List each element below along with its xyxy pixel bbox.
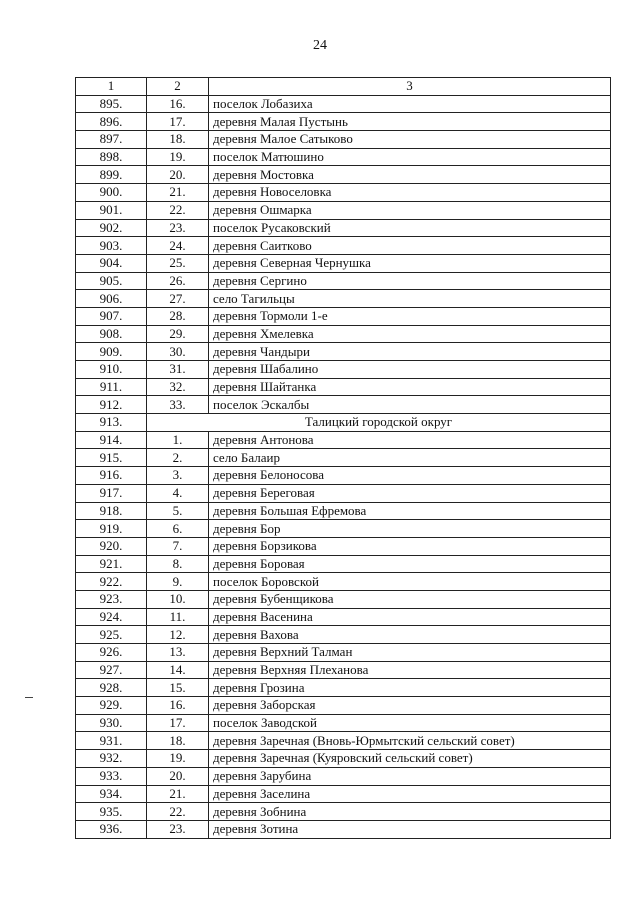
local-number-cell: 21. bbox=[147, 184, 209, 202]
table-row bbox=[76, 219, 611, 237]
local-number-cell: 1. bbox=[147, 431, 209, 449]
row-number-cell: 916. bbox=[76, 467, 147, 485]
settlement-name-cell: деревня Сергино bbox=[209, 272, 611, 290]
row-number-cell: 906. bbox=[76, 290, 147, 308]
settlement-name-cell: деревня Мостовка bbox=[209, 166, 611, 184]
table-row bbox=[76, 166, 611, 184]
row-number-cell: 904. bbox=[76, 254, 147, 272]
settlement-name-cell: деревня Бубенщикова bbox=[209, 590, 611, 608]
local-number-cell: 32. bbox=[147, 378, 209, 396]
local-number-cell: 18. bbox=[147, 131, 209, 149]
local-number-cell: 8. bbox=[147, 555, 209, 573]
row-number-cell: 900. bbox=[76, 184, 147, 202]
stray-mark bbox=[25, 697, 33, 698]
row-number-cell: 913. bbox=[76, 414, 147, 432]
local-number-cell: 28. bbox=[147, 307, 209, 325]
table-row bbox=[76, 343, 611, 361]
row-number-cell: 919. bbox=[76, 520, 147, 538]
settlement-name-cell: деревня Саитково bbox=[209, 237, 611, 255]
local-number-cell: 9. bbox=[147, 573, 209, 591]
local-number-cell: 27. bbox=[147, 290, 209, 308]
table-header-row bbox=[76, 78, 611, 96]
local-number-cell: 10. bbox=[147, 590, 209, 608]
row-number-cell: 912. bbox=[76, 396, 147, 414]
local-number-cell: 11. bbox=[147, 608, 209, 626]
settlement-name-cell: поселок Эскалбы bbox=[209, 396, 611, 414]
settlement-name-cell: деревня Грозина bbox=[209, 679, 611, 697]
row-number-cell: 896. bbox=[76, 113, 147, 131]
row-number-cell: 927. bbox=[76, 661, 147, 679]
table-row bbox=[76, 644, 611, 662]
table-row bbox=[76, 254, 611, 272]
table-row bbox=[76, 608, 611, 626]
row-number-cell: 926. bbox=[76, 644, 147, 662]
row-number-cell: 917. bbox=[76, 484, 147, 502]
table-row bbox=[76, 378, 611, 396]
row-number-cell: 925. bbox=[76, 626, 147, 644]
row-number-cell: 907. bbox=[76, 307, 147, 325]
settlement-name-cell: деревня Северная Чернушка bbox=[209, 254, 611, 272]
settlement-name-cell: деревня Белоносова bbox=[209, 467, 611, 485]
table-row bbox=[76, 113, 611, 131]
settlement-name-cell: деревня Шайтанка bbox=[209, 378, 611, 396]
table-row bbox=[76, 95, 611, 113]
local-number-cell: 17. bbox=[147, 113, 209, 131]
table-row bbox=[76, 484, 611, 502]
table-row bbox=[76, 502, 611, 520]
table-row bbox=[76, 431, 611, 449]
local-number-cell: 18. bbox=[147, 732, 209, 750]
row-number-cell: 931. bbox=[76, 732, 147, 750]
row-number-cell: 914. bbox=[76, 431, 147, 449]
settlement-name-cell: деревня Верхний Талман bbox=[209, 644, 611, 662]
settlement-name-cell: деревня Зотина bbox=[209, 820, 611, 838]
settlement-name-cell: деревня Заречная (Куяровский сельский совет) bbox=[209, 750, 611, 768]
table-row bbox=[76, 590, 611, 608]
settlement-name-cell: деревня Борзикова bbox=[209, 537, 611, 555]
local-number-cell: 22. bbox=[147, 803, 209, 821]
section-heading-cell: Талицкий городской округ bbox=[147, 414, 611, 432]
table-row bbox=[76, 290, 611, 308]
row-number-cell: 924. bbox=[76, 608, 147, 626]
table-row bbox=[76, 307, 611, 325]
local-number-cell: 17. bbox=[147, 714, 209, 732]
local-number-cell: 15. bbox=[147, 679, 209, 697]
settlement-name-cell: деревня Верхняя Плеханова bbox=[209, 661, 611, 679]
row-number-cell: 915. bbox=[76, 449, 147, 467]
settlement-name-cell: поселок Боровской bbox=[209, 573, 611, 591]
table-body bbox=[76, 78, 611, 839]
settlement-name-cell: поселок Заводской bbox=[209, 714, 611, 732]
settlement-name-cell: поселок Матюшино bbox=[209, 148, 611, 166]
settlement-name-cell: деревня Антонова bbox=[209, 431, 611, 449]
row-number-cell: 933. bbox=[76, 767, 147, 785]
table-row bbox=[76, 396, 611, 414]
row-number-cell: 918. bbox=[76, 502, 147, 520]
table-row bbox=[76, 803, 611, 821]
column-header-3: 3 bbox=[209, 78, 611, 96]
row-number-cell: 909. bbox=[76, 343, 147, 361]
settlement-name-cell: деревня Большая Ефремова bbox=[209, 502, 611, 520]
table-row bbox=[76, 750, 611, 768]
settlement-name-cell: деревня Заречная (Вновь-Юрмытский сельский совет) bbox=[209, 732, 611, 750]
local-number-cell: 25. bbox=[147, 254, 209, 272]
local-number-cell: 29. bbox=[147, 325, 209, 343]
local-number-cell: 23. bbox=[147, 219, 209, 237]
table-row bbox=[76, 467, 611, 485]
table-row bbox=[76, 679, 611, 697]
row-number-cell: 930. bbox=[76, 714, 147, 732]
local-number-cell: 30. bbox=[147, 343, 209, 361]
row-number-cell: 928. bbox=[76, 679, 147, 697]
local-number-cell: 2. bbox=[147, 449, 209, 467]
row-number-cell: 903. bbox=[76, 237, 147, 255]
row-number-cell: 905. bbox=[76, 272, 147, 290]
settlement-name-cell: деревня Заселина bbox=[209, 785, 611, 803]
row-number-cell: 935. bbox=[76, 803, 147, 821]
row-number-cell: 897. bbox=[76, 131, 147, 149]
row-number-cell: 898. bbox=[76, 148, 147, 166]
table-row bbox=[76, 201, 611, 219]
local-number-cell: 24. bbox=[147, 237, 209, 255]
table-row bbox=[76, 714, 611, 732]
local-number-cell: 3. bbox=[147, 467, 209, 485]
settlement-name-cell: деревня Зобнина bbox=[209, 803, 611, 821]
table-row bbox=[76, 732, 611, 750]
local-number-cell: 20. bbox=[147, 767, 209, 785]
local-number-cell: 19. bbox=[147, 148, 209, 166]
settlement-name-cell: деревня Малое Сатыково bbox=[209, 131, 611, 149]
row-number-cell: 936. bbox=[76, 820, 147, 838]
table-row bbox=[76, 361, 611, 379]
table-row bbox=[76, 148, 611, 166]
page-number: 24 bbox=[313, 38, 327, 53]
settlement-name-cell: поселок Русаковский bbox=[209, 219, 611, 237]
row-number-cell: 899. bbox=[76, 166, 147, 184]
local-number-cell: 26. bbox=[147, 272, 209, 290]
settlement-name-cell: деревня Бор bbox=[209, 520, 611, 538]
column-header-2: 2 bbox=[147, 78, 209, 96]
settlement-name-cell: деревня Ошмарка bbox=[209, 201, 611, 219]
column-header-1: 1 bbox=[76, 78, 147, 96]
table-row bbox=[76, 661, 611, 679]
table-row bbox=[76, 537, 611, 555]
local-number-cell: 12. bbox=[147, 626, 209, 644]
table-row bbox=[76, 237, 611, 255]
settlement-name-cell: поселок Лобазиха bbox=[209, 95, 611, 113]
local-number-cell: 13. bbox=[147, 644, 209, 662]
row-number-cell: 932. bbox=[76, 750, 147, 768]
settlement-name-cell: деревня Тормоли 1-е bbox=[209, 307, 611, 325]
settlement-name-cell: деревня Береговая bbox=[209, 484, 611, 502]
table-row bbox=[76, 697, 611, 715]
settlement-name-cell: село Тагильцы bbox=[209, 290, 611, 308]
row-number-cell: 895. bbox=[76, 95, 147, 113]
settlement-name-cell: деревня Малая Пустынь bbox=[209, 113, 611, 131]
table-row bbox=[76, 626, 611, 644]
local-number-cell: 6. bbox=[147, 520, 209, 538]
local-number-cell: 16. bbox=[147, 697, 209, 715]
table-row bbox=[76, 555, 611, 573]
local-number-cell: 14. bbox=[147, 661, 209, 679]
table-row bbox=[76, 449, 611, 467]
local-number-cell: 4. bbox=[147, 484, 209, 502]
settlement-name-cell: деревня Зарубина bbox=[209, 767, 611, 785]
section-row bbox=[76, 414, 611, 432]
row-number-cell: 908. bbox=[76, 325, 147, 343]
local-number-cell: 5. bbox=[147, 502, 209, 520]
settlements-table bbox=[75, 77, 611, 839]
table-row bbox=[76, 767, 611, 785]
table-row bbox=[76, 325, 611, 343]
table-row bbox=[76, 820, 611, 838]
row-number-cell: 910. bbox=[76, 361, 147, 379]
settlement-name-cell: деревня Заборская bbox=[209, 697, 611, 715]
table-row bbox=[76, 131, 611, 149]
settlement-name-cell: деревня Хмелевка bbox=[209, 325, 611, 343]
row-number-cell: 929. bbox=[76, 697, 147, 715]
row-number-cell: 923. bbox=[76, 590, 147, 608]
table-row bbox=[76, 272, 611, 290]
settlement-name-cell: деревня Боровая bbox=[209, 555, 611, 573]
local-number-cell: 7. bbox=[147, 537, 209, 555]
table-row bbox=[76, 785, 611, 803]
local-number-cell: 21. bbox=[147, 785, 209, 803]
row-number-cell: 934. bbox=[76, 785, 147, 803]
row-number-cell: 922. bbox=[76, 573, 147, 591]
row-number-cell: 901. bbox=[76, 201, 147, 219]
table-row bbox=[76, 520, 611, 538]
row-number-cell: 911. bbox=[76, 378, 147, 396]
settlement-name-cell: деревня Новоселовка bbox=[209, 184, 611, 202]
local-number-cell: 16. bbox=[147, 95, 209, 113]
local-number-cell: 20. bbox=[147, 166, 209, 184]
table-row bbox=[76, 184, 611, 202]
local-number-cell: 31. bbox=[147, 361, 209, 379]
row-number-cell: 902. bbox=[76, 219, 147, 237]
settlement-name-cell: деревня Шабалино bbox=[209, 361, 611, 379]
settlement-name-cell: деревня Васенина bbox=[209, 608, 611, 626]
local-number-cell: 19. bbox=[147, 750, 209, 768]
settlement-name-cell: деревня Вахова bbox=[209, 626, 611, 644]
row-number-cell: 920. bbox=[76, 537, 147, 555]
table-row bbox=[76, 573, 611, 591]
row-number-cell: 921. bbox=[76, 555, 147, 573]
local-number-cell: 23. bbox=[147, 820, 209, 838]
local-number-cell: 22. bbox=[147, 201, 209, 219]
local-number-cell: 33. bbox=[147, 396, 209, 414]
settlement-name-cell: деревня Чандыри bbox=[209, 343, 611, 361]
settlement-name-cell: село Балаир bbox=[209, 449, 611, 467]
